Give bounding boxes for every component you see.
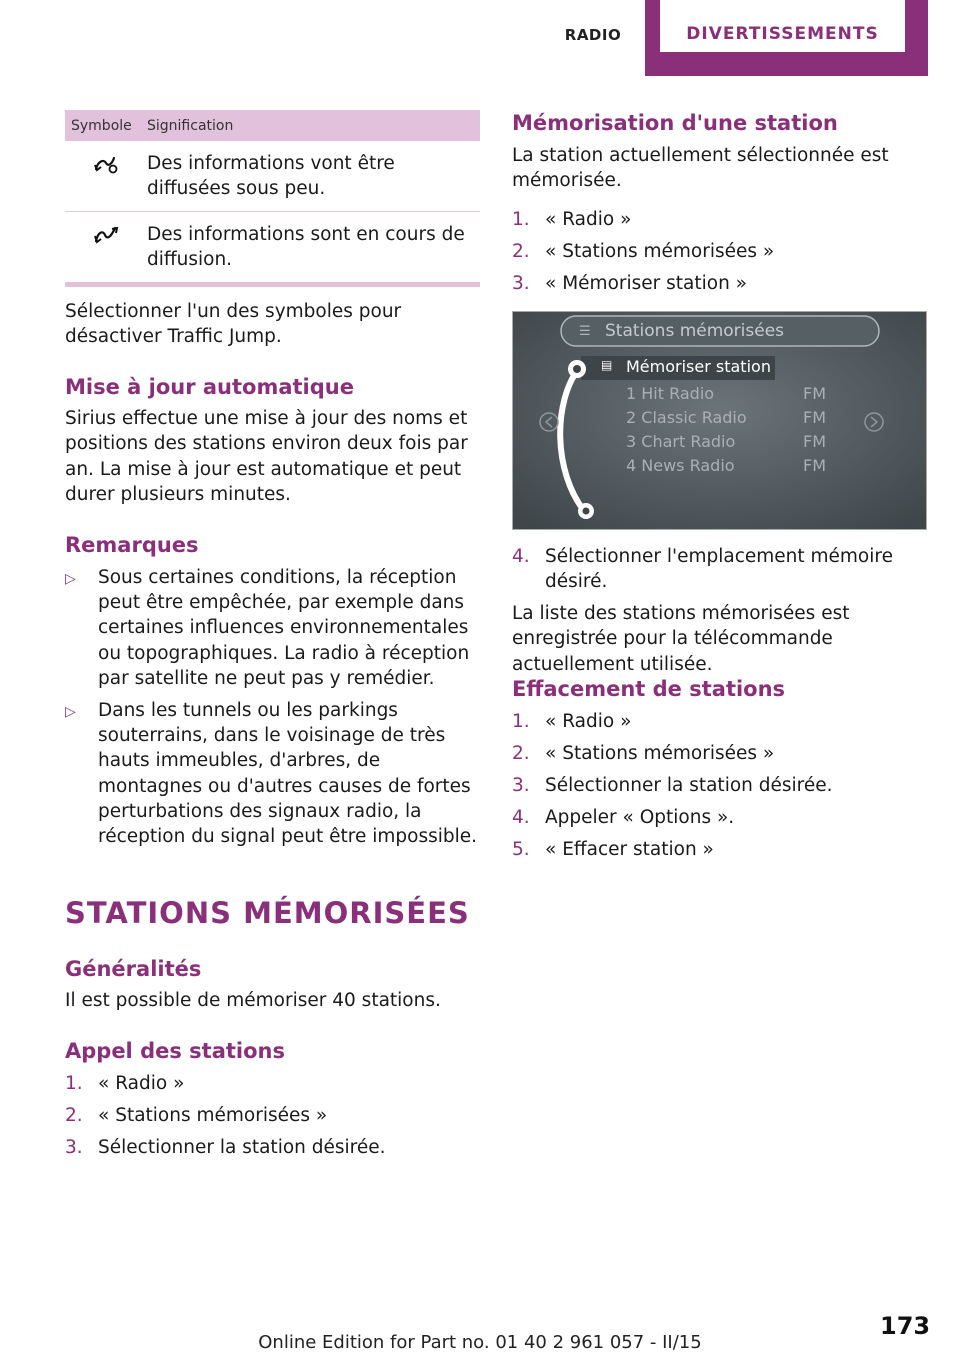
step-text: « Radio » xyxy=(545,711,632,732)
list-item: 1. « Radio » xyxy=(65,1073,185,1094)
screen-station-list xyxy=(626,382,826,478)
station-item[interactable]: 1 Hit Radio FM xyxy=(626,384,826,403)
memorisation-step4 xyxy=(512,544,927,594)
screen-title: Stations mémorisées xyxy=(605,321,785,341)
store-icon: ▤ xyxy=(601,358,613,372)
effacement-heading: Effacement de stations xyxy=(512,677,786,701)
list-item xyxy=(65,698,481,849)
step-text: « Radio » xyxy=(545,209,632,230)
step-text: « Stations mémorisées » xyxy=(545,241,775,262)
header-tab-divertissements[interactable]: DIVERTISSEMENTS xyxy=(660,0,905,52)
traffic-soon-icon xyxy=(65,151,147,201)
maj-paragraph: Sirius effectue une mise à jour des noms et positions des stations environ deux fois par an. La mise à jour est automatique et peut durer plusieurs minutes. xyxy=(65,408,468,505)
list-item: 1. « Radio » xyxy=(512,209,632,230)
list-icon: ☰ xyxy=(579,324,591,339)
table-row xyxy=(65,212,480,282)
step-text: « Radio » xyxy=(98,1073,185,1094)
header-tab-radio[interactable]: RADIO xyxy=(564,26,622,44)
list-item: 2. « Stations mémorisées » xyxy=(512,743,775,764)
station-item[interactable]: 4 News Radio FM xyxy=(626,456,826,475)
step-text: Sélectionner la station désirée. xyxy=(98,1137,386,1158)
page-number: 173 xyxy=(880,1312,931,1340)
remarques-heading: Remarques xyxy=(65,533,199,557)
section-title: STATIONS MÉMORISÉES xyxy=(65,896,470,930)
list-item: 3. « Mémoriser station » xyxy=(512,273,748,294)
list-item xyxy=(65,565,481,691)
appel-heading: Appel des stations xyxy=(65,1039,285,1063)
remarques-list xyxy=(65,565,481,849)
list-item: 5. « Effacer station » xyxy=(512,839,714,860)
step-text: « Stations mémorisées » xyxy=(545,743,775,764)
remark-text: Dans les tunnels ou les parkings souterrains, dans le voisinage de très hauts immeubles, d'arbres, de montagnes ou d'autres causes de fortes perturbations des signaux radio, la réception du signal peut être impossible. xyxy=(98,700,478,848)
list-item: 2. « Stations mémorisées » xyxy=(65,1105,328,1126)
step-text: « Mémoriser station » xyxy=(545,273,748,294)
generalites-paragraph: Il est possible de mémoriser 40 stations. xyxy=(65,990,441,1011)
step-text: Sélectionner la station désirée. xyxy=(545,775,833,796)
triangle-bullet-icon: ▷ xyxy=(65,571,76,587)
effacement-steps xyxy=(512,709,927,862)
col-meaning-header: Signification xyxy=(147,117,234,134)
memorisation-after: La liste des stations mémorisées est enregistrée pour la télécommande actuellement utilisée. xyxy=(512,603,850,675)
list-item: 4. Appeler « Options ». xyxy=(512,807,735,828)
table-bottom-rule xyxy=(65,282,480,287)
table-header xyxy=(65,110,480,141)
step-text: Sélectionner l'emplacement mémoire désiré. xyxy=(545,546,893,592)
list-item: 2. « Stations mémorisées » xyxy=(512,241,775,262)
table-cell-meaning: Des informations sont en cours de diffusion. xyxy=(147,224,465,270)
list-item: 3. Sélectionner la station désirée. xyxy=(512,775,833,796)
list-item: 3. Sélectionner la station désirée. xyxy=(65,1137,386,1158)
table-row xyxy=(65,141,480,212)
remark-text: Sous certaines conditions, la réception peut être empêchée, par exemple dans certaines influences environnementales ou topographiques. La radio à réception par satellite ne peut pas y remédier. xyxy=(98,567,470,689)
idrive-screen xyxy=(512,311,927,530)
memorisation-paragraph: La station actuellement sélectionnée est mémorisée. xyxy=(512,145,889,192)
triangle-bullet-icon: ▷ xyxy=(65,704,76,721)
traffic-active-icon xyxy=(65,222,147,272)
screen-selected-item[interactable]: Mémoriser station xyxy=(626,357,771,376)
maj-heading: Mise à jour automatique xyxy=(65,375,354,399)
footer-edition: Online Edition for Part no. 01 40 2 961 057 - II/15 xyxy=(258,1332,702,1353)
station-item[interactable]: 3 Chart Radio FM xyxy=(626,432,826,451)
generalites-heading: Généralités xyxy=(65,957,202,981)
list-item: 4. Sélectionner l'emplacement mémoire désiré. xyxy=(512,544,927,594)
step-text: Appeler « Options ». xyxy=(545,807,735,828)
step-text: « Effacer station » xyxy=(545,839,714,860)
symbol-table xyxy=(65,110,480,287)
memorisation-steps xyxy=(512,207,927,296)
station-item[interactable]: 2 Classic Radio FM xyxy=(626,408,826,427)
appel-steps xyxy=(65,1071,481,1160)
col-symbol-header: Symbole xyxy=(71,117,132,134)
memorisation-heading: Mémorisation d'une station xyxy=(512,111,838,135)
step-text: « Stations mémorisées » xyxy=(98,1105,328,1126)
traffic-jump-intro: Sélectionner l'un des symboles pour désactiver Traffic Jump. xyxy=(65,301,402,348)
table-cell-meaning: Des informations vont être diffusées sous peu. xyxy=(147,153,395,199)
list-item: 1. « Radio » xyxy=(512,711,632,732)
